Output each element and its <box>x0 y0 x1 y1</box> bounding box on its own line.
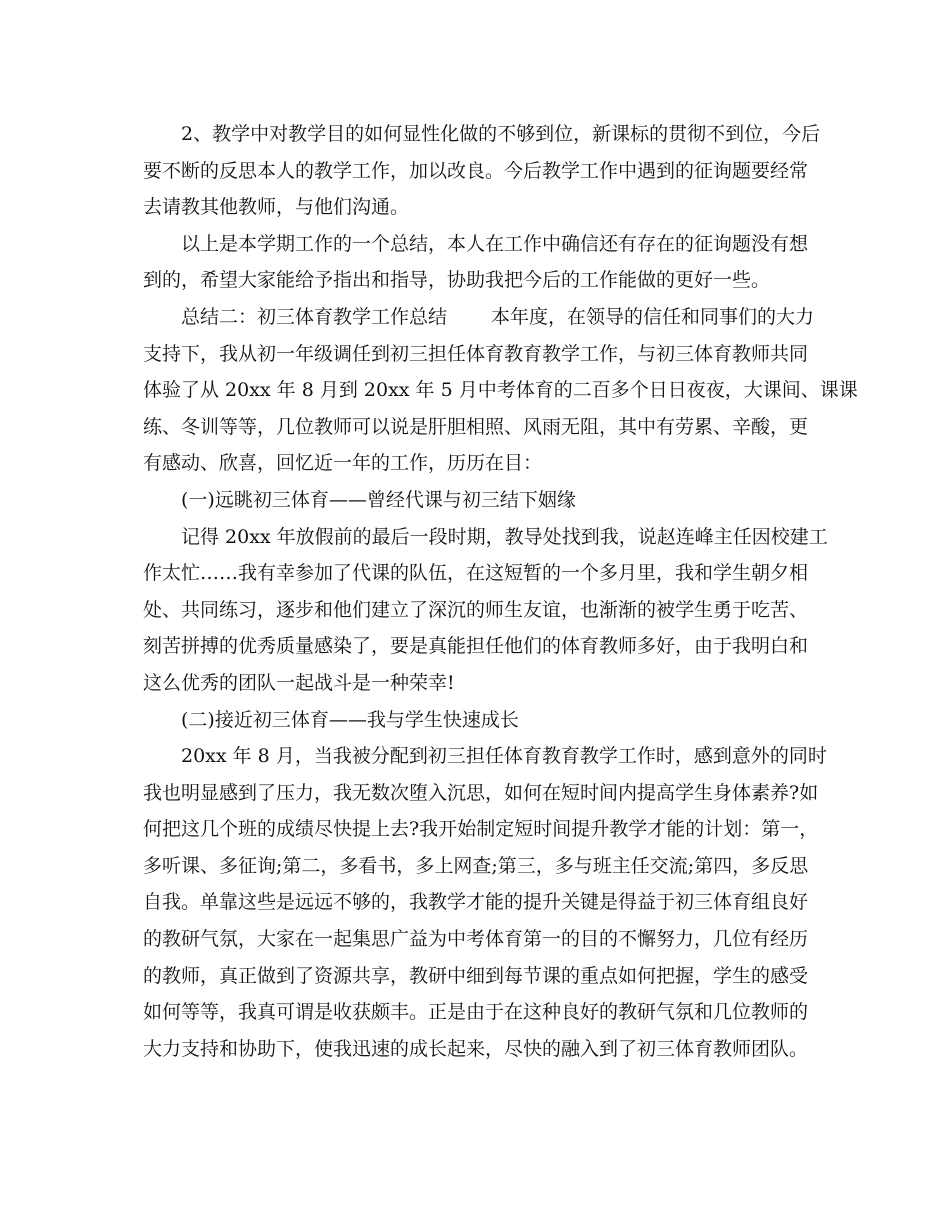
text-line: 以上是本学期工作的一个总结，本人在工作中确信还有存在的征询题没有想 <box>181 232 809 255</box>
text-line: 自我。单靠这些是远远不够的，我教学才能的提升关键是得益于初三体育组良好 <box>143 891 809 914</box>
text-line: 的教研气氛，大家在一起集思广益为中考体育第一的目的不懈努力，几位有经历 <box>143 928 809 951</box>
text-line: 处、共同练习，逐步和他们建立了深沉的师生友谊，也渐渐的被学生勇于吃苦、 <box>143 598 809 621</box>
text-line: 如何等等，我真可谓是收获颇丰。正是由于在这种良好的教研气氛和几位教师的 <box>143 1001 809 1024</box>
text-line: 记得 20xx 年放假前的最后一段时期，教导处找到我，说赵连峰主任因校建工 <box>181 525 828 548</box>
text-line: 我也明显感到了压力，我无数次堕入沉思，如何在短时间内提高学生身体素养?如 <box>143 781 819 804</box>
text-line: 20xx 年 8 月，当我被分配到初三担任体育教育教学工作时，感到意外的同时 <box>181 745 827 768</box>
document-body <box>143 116 858 1067</box>
text-line: 要不断的反思本人的教学工作，加以改良。今后教学工作中遇到的征询题要经常 <box>143 159 809 182</box>
text-line: 去请教其他教师，与他们沟通。 <box>143 196 410 219</box>
text-line: 2、教学中对教学目的如何显性化做的不够到位，新课标的贯彻不到位，今后 <box>181 123 821 145</box>
text-line: 多听课、多征询;第二，多看书，多上网查;第三，多与班主任交流;第四，多反思 <box>143 854 809 877</box>
text-line: (一)远眺初三体育——曾经代课与初三结下姻缘 <box>181 488 576 511</box>
text-line: 的教师，真正做到了资源共享，教研中细到每节课的重点如何把握，学生的感受 <box>143 964 809 987</box>
text-line: 刻苦拼搏的优秀质量感染了，要是真能担任他们的体育教师多好，由于我明白和 <box>143 635 809 658</box>
text-line: 何把这几个班的成绩尽快提上去?我开始制定短时间提升教学才能的计划：第一， <box>143 818 819 841</box>
text-line: 有感动、欣喜，回忆近一年的工作，历历在目： <box>143 452 543 475</box>
text-line: 大力支持和协助下，使我迅速的成长起来，尽快的融入到了初三体育教师团队。 <box>143 1037 809 1060</box>
text-line: 到的，希望大家能给予指出和指导，协助我把今后的工作能做的更好一些。 <box>143 269 771 292</box>
text-line: 体验了从 20xx 年 8 月到 20xx 年 5 月中考体育的二百多个日日夜夜，大课间、课课 <box>143 379 858 402</box>
text-line: 支持下，我从初一年级调任到初三担任体育教育教学工作，与初三体育教师共同 <box>143 342 809 365</box>
text-line: 总结二：初三体育教学工作总结 本年度，在领导的信任和同事们的大力 <box>181 305 815 328</box>
text-line: 练、冬训等等，几位教师可以说是肝胆相照、风雨无阻，其中有劳累、辛酸，更 <box>143 415 809 438</box>
text-line: 这么优秀的团队一起战斗是一种荣幸! <box>143 671 455 694</box>
text-line: (二)接近初三体育——我与学生快速成长 <box>181 708 519 731</box>
text-line: 作太忙……我有幸参加了代课的队伍，在这短暂的一个多月里，我和学生朝夕相 <box>143 562 809 585</box>
